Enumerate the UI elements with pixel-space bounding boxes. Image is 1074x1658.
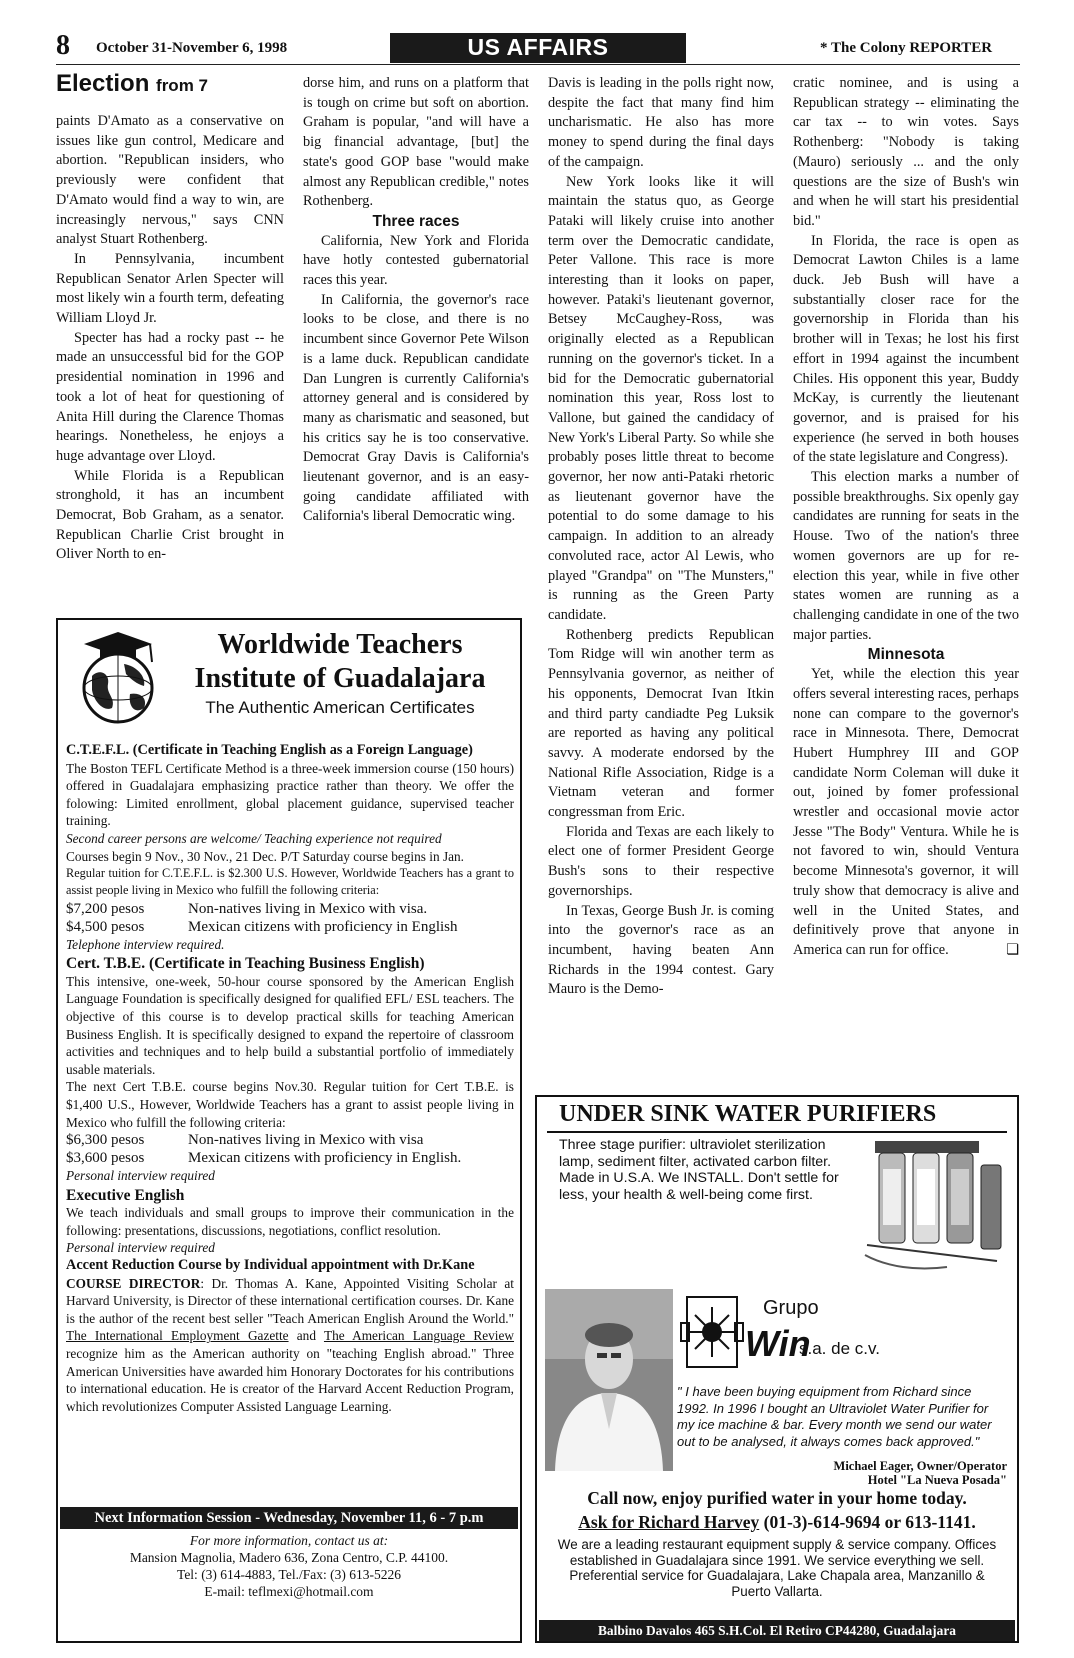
article-column-2	[303, 74, 529, 527]
paragraph: In Pennsylvania, incumbent Republican Senator Arlen Specter will most likely win a fourth term, defeating William Lloyd Jr.	[56, 250, 284, 327]
interview-note: Personal interview required	[66, 1240, 215, 1256]
paragraph: New York looks like it will maintain the status quo, as George Pataki will likely cruise into another term over the Democratic candidate, Peter Vallone. This race is more interesting than it looks on paper, however. Pataki's lieutenant governor, Betsey McCaughey-Ross, was originally elected as a Republican running on the governor's ticket. In a bid for the Democratic gubernatorial nomination this year, Ross lost to Vallone, but gained the candidacy of New York's Liberal Party. So while she probably poses little threat to become governor, her now anti-Pataki rhetoric as lieutenant governor have the potential to do some damage to his campaign. In addition to an already convoluted race, actor Al Lewis, who played "Grandpa" on "The Munsters," is running as the Green Party candidate.	[548, 173, 774, 623]
contact-email: E-mail: teflmexi@hotmail.com	[204, 1584, 374, 1599]
paragraph: California, New York and Florida have hotly contested gubernatorial races this year.	[303, 232, 529, 289]
signature-line: Hotel "La Nueva Posada"	[867, 1473, 1007, 1487]
price: $6,300 pesos	[66, 1132, 145, 1149]
price-row	[66, 900, 514, 918]
testimonial-signature	[767, 1459, 1007, 1487]
water-filter-icon	[857, 1135, 1007, 1275]
exec-description: We teach individuals and small groups to improve their communication in the following: presentations, discussions, negotiations, conflict resolution.	[66, 1205, 514, 1238]
interview-note: Personal interview required	[66, 1168, 215, 1184]
price-description: Non-natives living in Mexico with visa	[188, 1132, 424, 1149]
director-text: and	[288, 1328, 324, 1344]
newspaper-name: * The Colony REPORTER	[820, 40, 993, 56]
article-headline	[56, 70, 208, 98]
headline-text: Election	[56, 70, 150, 97]
teachers-institute-ad	[56, 618, 522, 1643]
ctefl-note: Second career persons are welcome/ Teaching experience not required	[66, 830, 442, 846]
paragraph: cratic nominee, and is using a Republican strategy -- eliminating the car tax -- to win votes. Says Rothenberg: "Nobody is taking (Mauro) seriously ... and the only questions are the size of Bush's win and when he will start his presidential bid."	[793, 75, 1019, 229]
article-column-4	[793, 74, 1019, 961]
article-column-1	[56, 112, 284, 565]
headline-continued: from 7	[156, 76, 208, 95]
ctefl-tuition: Regular tuition for C.T.E.F.L. is $2.300 U.S. However, Worldwide Teachers has a grant to assist people living in Mexico who fulfill the following criteria:	[66, 866, 514, 898]
ad-body	[66, 742, 514, 1415]
article-column-3	[548, 74, 774, 1000]
price-description: Mexican citizens with proficiency in English	[188, 918, 458, 935]
owner-photo-icon	[545, 1289, 673, 1471]
contact-line	[537, 1511, 1017, 1533]
ad-title-rule	[547, 1131, 1007, 1133]
page-number: 8	[56, 30, 70, 61]
company-description: We are a leading restaurant equipment supply & service company. Offices established in Guadalajara since 1991. We service everything we sell. Preferential service for Guadalajara, Lake Chapala area, Manzanillo & Puerto Vallarta.	[557, 1537, 997, 1599]
ctefl-description: The Boston TEFL Certificate Method is a three-week immersion course (150 hours) offered in Guadalajara emphasizing practice rather than theory. We offer the folowing: Limited enrollment, global placement guidance, supervised teacher training.	[66, 760, 514, 829]
ad-tagline: The Authentic American Certificates	[205, 698, 475, 717]
ad-title-line: Institute of Guadalajara	[194, 663, 486, 694]
price-row	[66, 1149, 514, 1167]
exec-heading: Executive English	[66, 1186, 185, 1204]
session-banner: Next Information Session - Wednesday, November 11, 6 - 7 p.m	[60, 1507, 518, 1529]
paragraph: Florida and Texas are each likely to elect one of former President George Bush's sons to their respective governorships.	[548, 823, 774, 899]
tbe-next: The next Cert T.B.E. course begins Nov.30. Regular tuition for Cert T.B.E. is $1,400 U.S., However, Worldwide Teachers has a grant to assist people living in Mexico who fulfill the following criteria:	[66, 1079, 514, 1130]
grupo-win-logo-icon	[677, 1293, 747, 1371]
price-row	[66, 918, 514, 936]
brand-grupo: Grupo	[763, 1297, 819, 1319]
ctefl-heading: C.T.E.F.L. (Certificate in Teaching English as a Foreign Language)	[66, 742, 473, 758]
contact-person: Ask for Richard Harvey	[578, 1512, 760, 1532]
testimonial-quote: " I have been buying equipment from Richard since 1992. In 1996 I bought an Ultraviolet Water Purifier for my ice machine & bar. Every month we send our water out to be analysed, it always comes back approved."	[677, 1384, 992, 1449]
publication-link: The American Language Review	[323, 1328, 515, 1344]
paragraph: In Florida, the race is open as Democrat Lawton Chiles is a lame duck. Jeb Bush will have a substantially closer race for the governorship in Florida than his brother will in Texas; he lost his first effort in 1994 against the incumbent Chiles. His opponent this year, Buddy McKay, is currently the lieutenant governor, and is praised for his experience (he served in both houses of the state legislature and Congress).	[793, 232, 1019, 466]
call-to-action: Call now, enjoy purified water in your home today.	[587, 1488, 967, 1508]
header-rule	[56, 64, 1020, 65]
contact-label: For more information, contact us at:	[189, 1533, 389, 1548]
contact-address: Mansion Magnolia, Madero 636, Zona Centro, C.P. 44100.	[129, 1550, 449, 1565]
water-purifier-ad	[535, 1095, 1019, 1643]
publication-link: The International Employment Gazette	[66, 1328, 289, 1344]
ctefl-dates: Courses begin 9 Nov., 30 Nov., 21 Dec. P/T Saturday course begins in Jan.	[66, 848, 464, 864]
paragraph: This election marks a number of possible breakthroughs. Six openly gay candidates are running for seats in the House. Two of the nation's three women governors are up for re-election this year, while in five other states women are running as a challenging candidate in one of the two major parties.	[793, 469, 1019, 643]
price-row	[66, 1131, 514, 1149]
subhead-minnesota: Minnesota	[867, 646, 945, 664]
paragraph-text: Yet, while the election this year offers several interesting races, perhaps none can compare to the governor's race in Minnesota. There, Democrat Hubert Humphrey III and GOP candidate Norm Coleman will duke it out, joined by fomer professional wrestler and occasional movie actor Jesse "The Body" Ventura. While he is not favored to win, should Ventura become Minnesota's governor, it will truly show that democracy is alive and well in the United States, and definitively prove that anyone in America can run for office.	[793, 666, 1019, 958]
ad-title	[170, 628, 510, 696]
end-mark-icon: ❏	[1006, 941, 1019, 958]
price-description: Non-natives living in Mexico with visa.	[188, 900, 428, 917]
ad-contact	[58, 1532, 520, 1600]
director-label: COURSE DIRECTOR	[66, 1275, 201, 1291]
address-banner: Balbino Davalos 465 S.H.Col. El Retiro CP44280, Guadalajara	[539, 1620, 1015, 1641]
signature-line: Michael Eager, Owner/Operator	[833, 1459, 1007, 1473]
section-title: US AFFAIRS	[467, 34, 609, 60]
paragraph: Davis is leading in the polls right now, despite the fact that many find him uncharismatic. He also has more money to spend during the final days of the campaign.	[548, 75, 774, 170]
ad-title: UNDER SINK WATER PURIFIERS	[559, 1101, 937, 1127]
paragraph: In Texas, George Bush Jr. is coming into the governor's race as an incumbent, having beaten Ann Richards in the 1994 contest. Gary Mauro is the Demo-	[548, 902, 774, 998]
price: $7,200 pesos	[66, 900, 145, 917]
paragraph: dorse him, and runs on a platform that is tough on crime but soft on abortion. Graham is popular, "and will have a big financial advantage, [but] the state's good GOP base "would make almost any Republican credible," notes Rothenberg.	[303, 75, 529, 210]
ad-description: Three stage purifier: ultraviolet sterilization lamp, sediment filter, activated carbon filter. Made in U.S.A. We INSTALL. Don't settle for less, your health & well-being come first.	[559, 1137, 839, 1203]
director-paragraph	[66, 1275, 514, 1416]
price: $4,500 pesos	[66, 918, 145, 935]
contact-phone: (01-3)-614-9694 or 613-1141.	[759, 1512, 976, 1532]
paragraph: Specter has had a rocky past -- he made an unsuccessful bid for the GOP presidential nomination in 1996 and took a lot of heat for questioning of Anita Hill during the Clarence Thomas hearings. Nonetheless, he enjoys a huge advantage over Lloyd.	[56, 329, 284, 464]
contact-phone: Tel: (3) 614-4883, Tel./Fax: (3) 613-5226	[177, 1567, 401, 1582]
brand-win: Win	[745, 1323, 811, 1364]
price: $3,600 pesos	[66, 1150, 145, 1167]
ad-title-line: Worldwide Teachers	[217, 629, 463, 660]
paragraph	[793, 665, 1019, 961]
paragraph: In California, the governor's race looks to be close, and there is no incumbent since Governor Pete Wilson is a lame duck. Republican candidate Dan Lungren is currently California's attorney general and is considered by many as charismatic and seasoned, but his critics say he is too conservative. Democrat Gray Davis is California's lieutenant governor, and is an easy-going candidate affiliated with California's liberal Democratic wing.	[303, 291, 529, 525]
price-description: Mexican citizens with proficiency in English.	[188, 1150, 462, 1167]
brand-suffix: s.a. de c.v.	[799, 1339, 880, 1358]
issue-date: October 31-November 6, 1998	[96, 40, 288, 56]
tbe-heading: Cert. T.B.E. (Certificate in Teaching Business English)	[66, 955, 425, 973]
paragraph: paints D'Amato as a conservative on issues like gun control, Medicare and abortion. "Republican insiders, who previously were confident that D'Amato would find a way to win, are increasingly nervous," says CNN analyst Stuart Rothenberg.	[56, 113, 284, 248]
tbe-description: This intensive, one-week, 50-hour course sponsored by the American English Language Foundation is specifically designed for qualified EFL/ ESL teachers. The objective of this course is to develop practical skills for teaching American Business English. It is specifically designed to expand the repertoire of classroom activities and techniques and to help build a substantial portfolio of immediately usable materials.	[66, 973, 514, 1077]
director-text: recognize him as the American authority on "teaching English abroad." Three American Universities have awarded him Honorary Doctorates for his contributions to international education. He is creator of the Harvard Accent Reduction Program, which revolutionizes Computer Assisted Language Learning.	[66, 1346, 514, 1414]
paragraph: While Florida is a Republican stronghold, it has an incumbent Democrat, Bob Graham, as a senator. Republican Charlie Crist brought in Oliver North to en-	[56, 467, 284, 563]
subhead-three-races: Three races	[372, 212, 460, 230]
interview-note: Telephone interview required.	[66, 936, 225, 952]
director-text: : Dr. Thomas A. Kane, Appointed Visiting Scholar at Harvard University, is Director of these international certification courses. Dr. Kane is the author of the recent best seller "Teach American English Around the World."	[66, 1275, 514, 1326]
accent-heading: Accent Reduction Course by Individual appointment with Dr.Kane	[66, 1257, 475, 1274]
globe-mortarboard-icon	[70, 628, 158, 726]
paragraph: Rothenberg predicts Republican Tom Ridge will win another term as Pennsylvania governor, as neither of his opponents, Democrat Ivan Itkin and third party candiadte Peg Luksik are reported as having any political savvy. A moderate endorsed by the National Rifle Association, Ridge is a Vietnam veteran and former congressman from Eric.	[548, 626, 774, 821]
